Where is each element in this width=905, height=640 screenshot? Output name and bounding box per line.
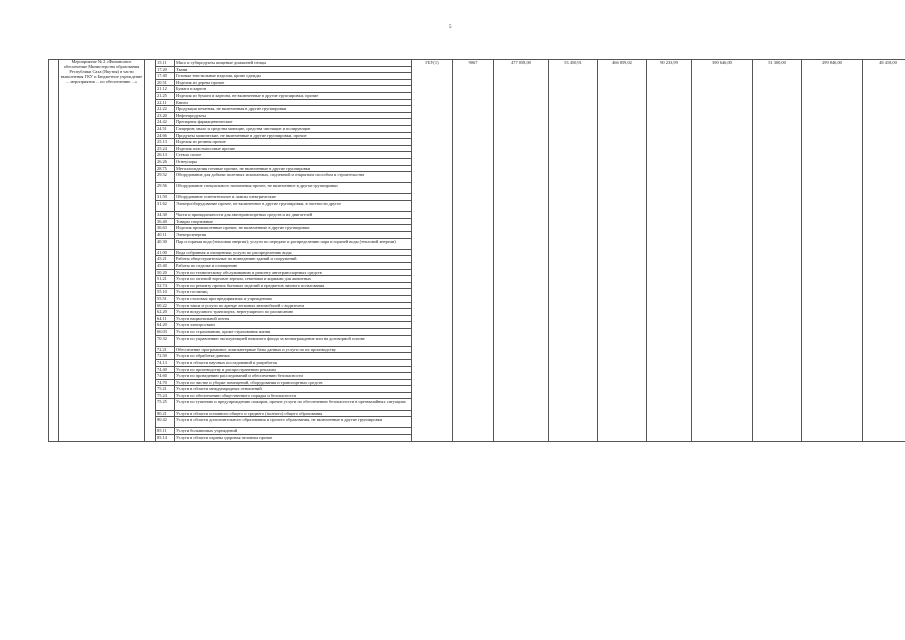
- item-name: Услуги такси и услуги по аренде легковых автомобилей с водителем: [175, 302, 412, 309]
- okdp-code: 75.25: [156, 399, 175, 410]
- okdp-code: 66.03: [156, 328, 175, 335]
- item-name: Препараты фармацевтические: [175, 119, 412, 126]
- okdp-code: 20.51: [156, 79, 175, 86]
- item-name: Продукция печатная, не включенная в другие группировки: [175, 106, 412, 113]
- okdp-code: 22.11: [156, 99, 175, 106]
- okdp-code: 31.62: [156, 201, 175, 212]
- okdp-code: 80.42: [156, 417, 175, 428]
- okdp-code: 52.74: [156, 282, 175, 289]
- okdp-code: 24.51: [156, 125, 175, 132]
- item-name: Услуги национальной почты: [175, 315, 412, 322]
- item-name: Пар и горячая вода (тепловая энергия); услуги по передаче и распределению пара и горячей воды (тепловой энергии): [175, 238, 412, 249]
- okdp-code: 36.40: [156, 218, 175, 225]
- item-name: Услуги гостиниц: [175, 289, 412, 296]
- okdp-code: 22.22: [156, 106, 175, 113]
- summary-value: ГБУ(1): [412, 60, 453, 442]
- item-name: Услуги по обработке данных: [175, 353, 412, 360]
- okdp-code: 40.11: [156, 232, 175, 239]
- item-name: Изделия из резины прочие: [175, 139, 412, 146]
- item-name: Глицерин; мыло и средства моющие, средства чистящие и полирующие: [175, 125, 412, 132]
- item-name: Стекло полое: [175, 152, 412, 159]
- item-name: Части и принадлежности для автотранспортных средств и их двигателей: [175, 212, 412, 219]
- item-name: Работы по отделке и оснащению: [175, 263, 412, 270]
- item-name: Услуги в области научных исследований и разработок: [175, 359, 412, 366]
- summary-value: 299 846,00: [802, 60, 863, 442]
- item-name: Услуги по обеспечению общественного порядка и безопасности: [175, 392, 412, 399]
- okdp-code: 26.26: [156, 158, 175, 165]
- okdp-code: 41.00: [156, 249, 175, 256]
- item-name: Металлоизделия готовые прочие, не включенные в другие группировки: [175, 165, 412, 172]
- item-name: Услуги столовых при предприятиях и учреждениях: [175, 295, 412, 302]
- item-name: Изделия пластмассовые прочие: [175, 145, 412, 152]
- item-name: Услуги в области основного общего и среднего (полного) общего образования: [175, 410, 412, 417]
- okdp-code: 51.21: [156, 276, 175, 283]
- okdp-code: 25.13: [156, 139, 175, 146]
- item-name: Бумага и картон: [175, 86, 412, 93]
- okdp-code: 17.40: [156, 73, 175, 80]
- summary-value: 53 450,91: [549, 60, 598, 442]
- okdp-code: 21.25: [156, 92, 175, 99]
- okdp-code: 45.21: [156, 256, 175, 263]
- okdp-code: 85.14: [156, 435, 175, 442]
- okdp-code: 31.50: [156, 194, 175, 201]
- item-name: Электрооборудование прочее, не включенное в другие группировки, в частности другое: [175, 201, 412, 212]
- okdp-code: 74.40: [156, 366, 175, 373]
- item-name: Услуги электросвязи: [175, 322, 412, 329]
- item-name: Готовые текстильные изделия, кроме одежды: [175, 73, 412, 80]
- item-name: Услуги по ремонту прочих бытовых изделий и предметов личного пользования: [175, 282, 412, 289]
- okdp-code: 21.12: [156, 86, 175, 93]
- item-name: Изделия промышленные прочие, не включенные в другие группировки: [175, 225, 412, 232]
- item-name: Услуги в области международных отношений: [175, 386, 412, 393]
- event-description: Мероприятие № 2 «Финансовое обеспечение Министерства образования Республики Саха (Якутия) в части выполнения ГКУ и Бюджетное учреждение ... мероприятия ... по обеспечению ...»: [59, 60, 145, 442]
- item-name: Услуги в области дополнительного образования и прочего образования, не включенные в другие группировки: [175, 417, 412, 428]
- okdp-code: 55.51: [156, 295, 175, 302]
- okdp-code: 23.20: [156, 112, 175, 119]
- item-name: Продукты химические, не включенные в другие группировки, прочие: [175, 132, 412, 139]
- okdp-code: 72.21: [156, 346, 175, 353]
- summary-value: 390 646,00: [692, 60, 753, 442]
- item-name: Услуги по управлению эксплуатацией нежилого фонда за вознаграждение или на договорной основе: [175, 335, 412, 346]
- summary-value: 90 233,99: [647, 60, 692, 442]
- item-name: Услуги по чистке и уборке помещений, оборудования и транспортных средств: [175, 379, 412, 386]
- okdp-code: 24.66: [156, 132, 175, 139]
- item-name: Обеспечение программное, компьютерные базы данных и услуги по их производству: [175, 346, 412, 353]
- okdp-code: 74.13: [156, 359, 175, 366]
- okdp-code: 25.24: [156, 145, 175, 152]
- okdp-code: 36.63: [156, 225, 175, 232]
- okdp-code: 45.40: [156, 263, 175, 270]
- okdp-code: 60.22: [156, 302, 175, 309]
- okdp-code: 80.21: [156, 410, 175, 417]
- item-name: Вода собранная и очищенная; услуги по распределению воды: [175, 249, 412, 256]
- okdp-code: 64.11: [156, 315, 175, 322]
- okdp-code: 40.30: [156, 238, 175, 249]
- summary-value: 466 859,02: [598, 60, 647, 442]
- item-name: Изделия из бумаги и картона, не включенные в другие группировки, прочие: [175, 92, 412, 99]
- item-name: Услуги больничных учреждений: [175, 428, 412, 435]
- item-name: Электроэнергия: [175, 232, 412, 239]
- table-row: [49, 60, 905, 67]
- row-number-cell: [49, 60, 59, 442]
- item-name: Услуги по тушению и предупреждению пожаров, прочие услуги по обеспечению безопасности в чрезвычайных ситуациях: [175, 399, 412, 410]
- okdp-code: 15.11: [156, 60, 175, 67]
- okdp-code: 74.70: [156, 379, 175, 386]
- item-name: Ткани: [175, 66, 412, 73]
- summary-value: 477 058,00: [494, 60, 549, 442]
- item-name: Нефтепродукты: [175, 112, 412, 119]
- item-name: Услуги по техническому обслуживанию и ремонту автотранспортных средств: [175, 269, 412, 276]
- item-name: Услуги воздушного транспорта, нерегулярного по расписанию: [175, 309, 412, 316]
- okdp-code: 28.75: [156, 165, 175, 172]
- item-name: Изделия из дерева прочие: [175, 79, 412, 86]
- okdp-code: 64.20: [156, 322, 175, 329]
- okdp-code: 70.32: [156, 335, 175, 346]
- summary-value: 51 300,00: [753, 60, 802, 442]
- okdp-code: 50.20: [156, 269, 175, 276]
- okdp-code: 85.11: [156, 428, 175, 435]
- item-name: Огнеупоры: [175, 158, 412, 165]
- item-name: Работы общестроительные по возведению зданий и сооружений: [175, 256, 412, 263]
- okdp-code: 55.10: [156, 289, 175, 296]
- okdp-code: 62.20: [156, 309, 175, 316]
- item-name: Мясо и субпродукты пищевые домашней птицы: [175, 60, 412, 67]
- item-name: Услуги по производству и распространению рекламы: [175, 366, 412, 373]
- item-name: Оборудование для добычи полезных ископаемых, подземной и открытым способом и строительства: [175, 172, 412, 183]
- okdp-code: 75.21: [156, 386, 175, 393]
- item-name: Оборудование осветительное и лампы электрические: [175, 194, 412, 201]
- summary-value: 48 418,00: [863, 60, 905, 442]
- okdp-code: 17.20: [156, 66, 175, 73]
- item-name: Услуги по оптовой торговле зерном, семенами и кормами для животных: [175, 276, 412, 283]
- item-name: Услуги в области охраны здоровья человека прочие: [175, 435, 412, 442]
- okdp-code: 29.56: [156, 183, 175, 194]
- item-name: Услуги по страхованию, кроме страхования жизни: [175, 328, 412, 335]
- okdp-code: 26.13: [156, 152, 175, 159]
- okdp-code: 34.30: [156, 212, 175, 219]
- item-name: Товары спортивные: [175, 218, 412, 225]
- okdp-code: 75.24: [156, 392, 175, 399]
- summary-value: 9067: [453, 60, 494, 442]
- item-name: Услуги по проведению расследований и обеспечению безопасности: [175, 373, 412, 380]
- procurement-table: [48, 59, 905, 442]
- page-number: 5: [449, 25, 452, 30]
- empty-cell: [145, 60, 156, 442]
- item-name: Книги: [175, 99, 412, 106]
- okdp-code: 74.60: [156, 373, 175, 380]
- item-name: Оборудование специального назначения прочее, не включенное в другие группировки: [175, 183, 412, 194]
- okdp-code: 29.52: [156, 172, 175, 183]
- okdp-code: 24.42: [156, 119, 175, 126]
- okdp-code: 72.50: [156, 353, 175, 360]
